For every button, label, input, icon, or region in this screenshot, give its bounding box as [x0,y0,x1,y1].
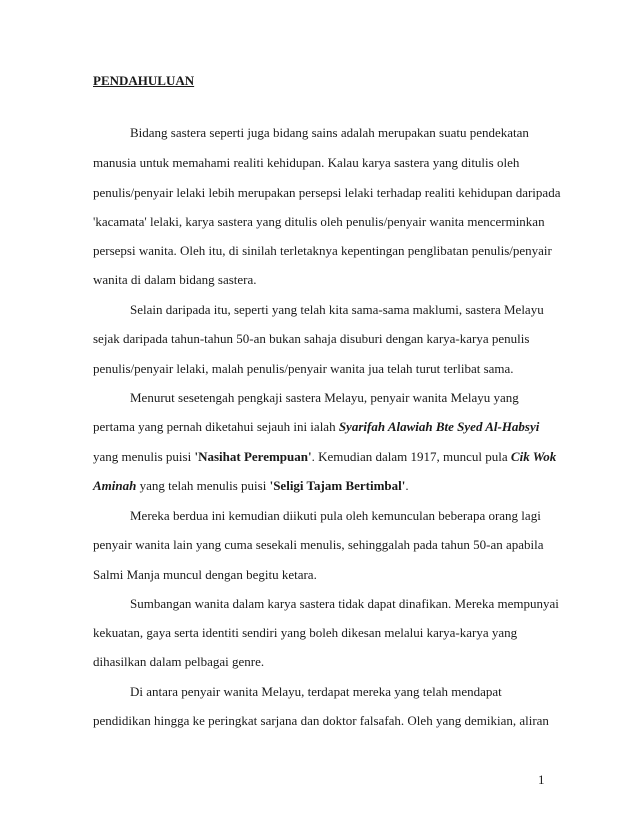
paragraph-line [93,419,539,435]
line-text: . [405,478,409,493]
paragraph-line: wanita di dalam bidang sastera. [93,272,257,287]
page-number: 1 [538,772,545,787]
paragraph-line: Mereka berdua ini kemudian diikuti pula oleh kemunculan beberapa orang lagi [130,508,541,523]
paragraph-line: Di antara penyair wanita Melayu, terdapat mereka yang telah mendapat [130,684,502,699]
paragraph-line: dihasilkan dalam pelbagai genre. [93,654,265,669]
paragraph-line [93,449,556,465]
paragraph-line: persepsi wanita. Oleh itu, di sinilah terletaknya kepentingan penglibatan penulis/penyair [93,243,552,258]
poet-name-emphasis: Cik Wok [510,449,557,464]
line-text: pertama yang pernah diketahui sejauh ini ialah [93,419,339,434]
paragraph-line: penyair wanita lain yang cuma sesekali menulis, sehinggalah pada tahun 50-an apabila [93,537,544,552]
paragraph-line: Salmi Manja muncul dengan begitu ketara. [93,567,317,582]
paragraph-line: kekuatan, gaya serta identiti sendiri yang boleh dikesan melalui karya-karya yang [93,625,518,640]
paragraph-line: penulis/penyair lelaki, malah penulis/penyair wanita jua telah turut terlibat sama. [93,361,514,376]
poet-name-emphasis: Syarifah Alawiah Bte Syed Al-Habsyi [338,419,540,434]
line-text: . Kemudian dalam 1917, muncul pula [311,449,511,464]
paragraph-line: 'kacamata' lelaki, karya sastera yang ditulis oleh penulis/penyair wanita mencerminkan [93,214,545,229]
paragraph-line: Selain daripada itu, seperti yang telah kita sama-sama maklumi, sastera Melayu [130,302,544,317]
line-text: yang menulis puisi [93,449,195,464]
paragraph-line: penulis/penyair lelaki lebih merupakan persepsi lelaki terhadap realiti kehidupan daripada [93,185,561,200]
paragraph-line: pendidikan hingga ke peringkat sarjana dan doktor falsafah. Oleh yang demikian, aliran [93,713,549,728]
paragraph-line: manusia untuk memahami realiti kehidupan. Kalau karya sastera yang ditulis oleh [93,155,520,170]
line-text: yang telah menulis puisi [136,478,270,493]
poet-name-emphasis: Aminah [93,478,137,493]
paragraph-line: Menurut sesetengah pengkaji sastera Melayu, penyair wanita Melayu yang [130,390,519,405]
paragraph-line: Bidang sastera seperti juga bidang sains adalah merupakan suatu pendekatan [130,125,529,140]
paragraph-line: sejak daripada tahun-tahun 50-an bukan sahaja disuburi dengan karya-karya penulis [93,331,530,346]
section-heading: PENDAHULUAN [93,73,195,88]
poem-title-emphasis: 'Nasihat Perempuan' [194,449,312,464]
poem-title-emphasis: 'Seligi Tajam Bertimbal' [269,478,406,493]
paragraph-line: Sumbangan wanita dalam karya sastera tidak dapat dinafikan. Mereka mempunyai [130,596,559,611]
paragraph-line [93,478,409,494]
